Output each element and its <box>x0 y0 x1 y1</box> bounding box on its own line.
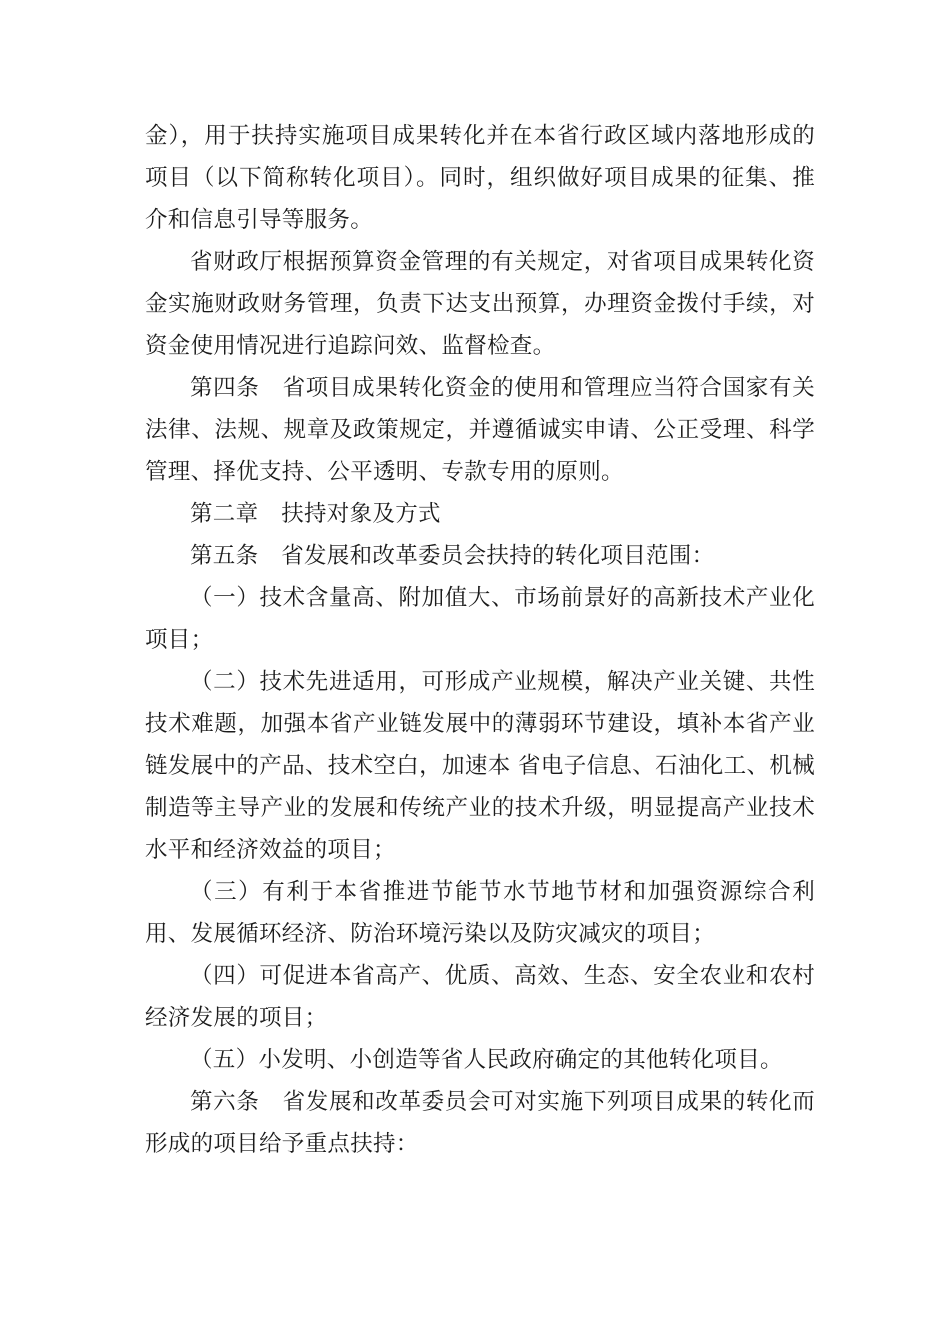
paragraph-continuation: 金），用于扶持实施项目成果转化并在本省行政区域内落地形成的项目（以下简称转化项目）。同时，组织做好项目成果的征集、推介和信息引导等服务。 <box>145 123 815 233</box>
list-item-1: （一）技术含量高、附加值大、市场前景好的高新技术产业化项目； <box>145 585 815 653</box>
list-item-3: （三）有利于本省推进节能节水节地节材和加强资源综合利用、发展循环经济、防治环境污染以及防灾减灾的项目； <box>145 879 815 947</box>
chapter-2-heading: 第二章 扶持对象及方式 <box>190 501 441 527</box>
list-item-4: （四）可促进本省高产、优质、高效、生态、安全农业和农村经济发展的项目； <box>145 963 815 1031</box>
list-item-5: （五）小发明、小创造等省人民政府确定的其他转化项目。 <box>190 1047 783 1073</box>
paragraph-finance-department: 省财政厅根据预算资金管理的有关规定，对省项目成果转化资金实施财政财务管理，负责下达支出预算，办理资金拨付手续，对资金使用情况进行追踪问效、监督检查。 <box>145 249 815 359</box>
paragraph-article-4: 第四条 省项目成果转化资金的使用和管理应当符合国家有关法律、法规、规章及政策规定，并遵循诚实申请、公正受理、科学管理、择优支持、公平透明、专款专用的原则。 <box>145 375 815 485</box>
paragraph-article-5: 第五条 省发展和改革委员会扶持的转化项目范围： <box>190 543 715 569</box>
list-item-2: （二）技术先进适用，可形成产业规模，解决产业关键、共性技术难题，加强本省产业链发展中的薄弱环节建设，填补本省产业链发展中的产品、技术空白，加速本 省电子信息、石油化工、机械制造等主导产业的发展和传统产业的技术升级，明显提高产业技术水平和经济效益的项目； <box>145 669 815 863</box>
document-body <box>145 115 815 1165</box>
paragraph-article-6: 第六条 省发展和改革委员会可对实施下列项目成果的转化而形成的项目给予重点扶持： <box>145 1089 815 1157</box>
